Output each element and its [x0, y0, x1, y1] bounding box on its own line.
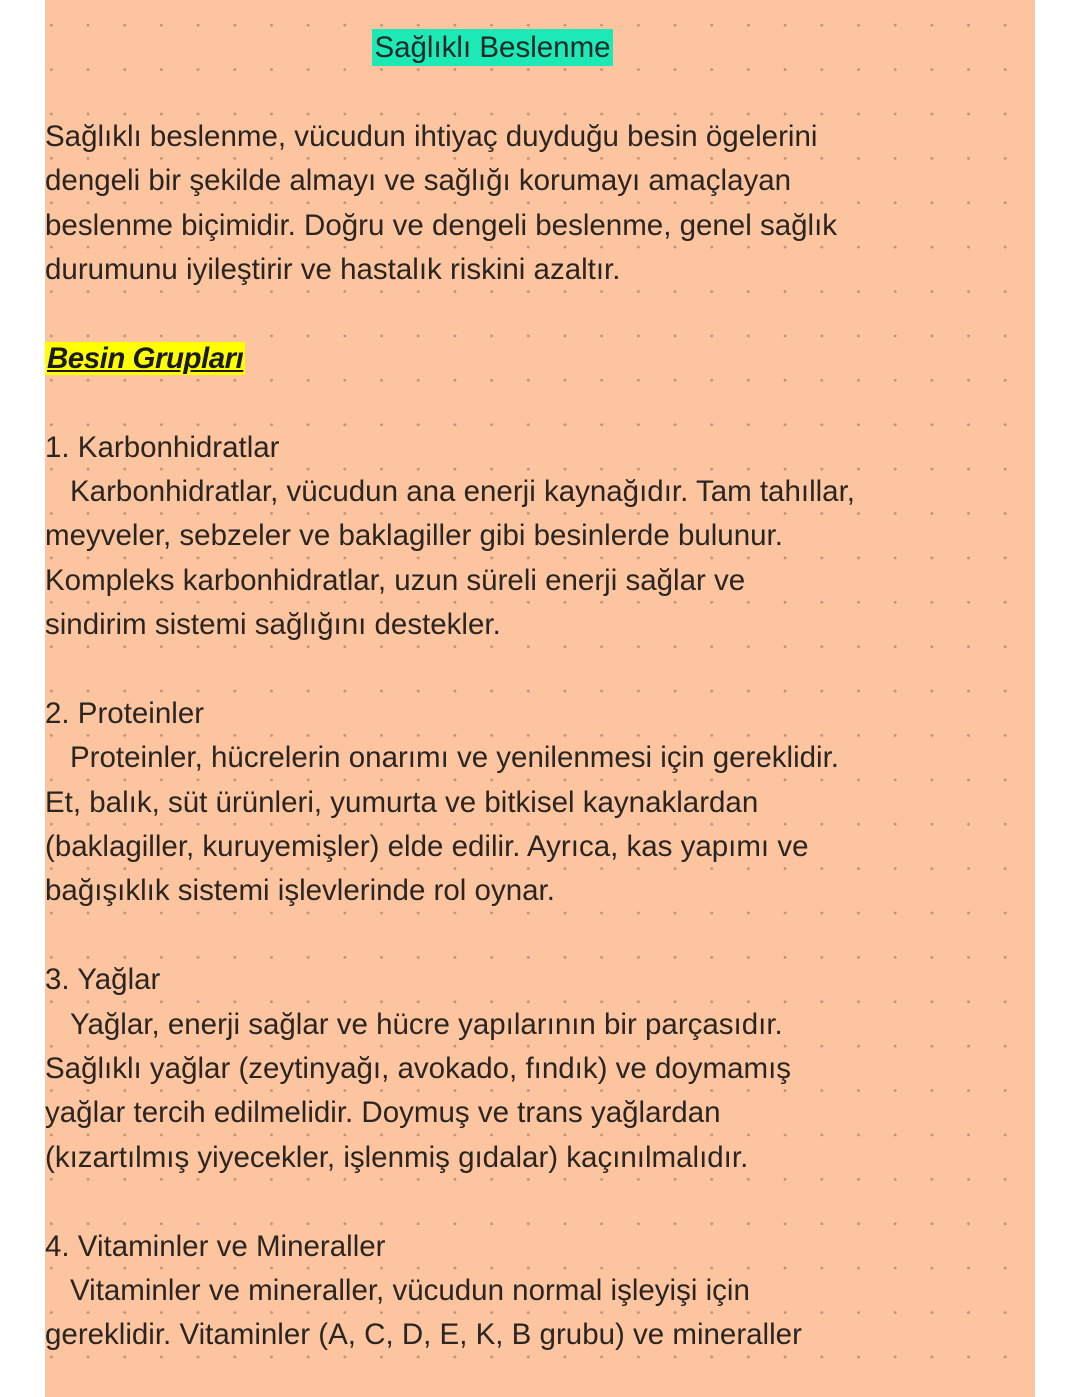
section-heading: Besin Grupları — [47, 341, 244, 375]
page-title: Sağlıklı Beslenme — [374, 31, 611, 64]
group-line: yağlar tercih edilmelidir. Doymuş ve trans yağlardan — [45, 1096, 721, 1130]
intro-line: Sağlıklı beslenme, vücudun ihtiyaç duyduğu besin ögelerini — [45, 119, 818, 153]
group-line: Sağlıklı yağlar (zeytinyağı, avokado, fındık) ve doymamış — [45, 1051, 792, 1085]
group-line: Karbonhidratlar, vücudun ana enerji kaynağıdır. Tam tahıllar, — [70, 474, 855, 508]
group-line: Yağlar, enerji sağlar ve hücre yapılarının bir parçasıdır. — [70, 1007, 783, 1041]
group-title: 3. Yağlar — [45, 963, 161, 997]
group-line: (kızartılmış yiyecekler, işlenmiş gıdalar) kaçınılmalıdır. — [45, 1140, 749, 1174]
group-title: 4. Vitaminler ve Mineraller — [45, 1229, 386, 1263]
group-line: Kompleks karbonhidratlar, uzun süreli enerji sağlar ve — [45, 563, 746, 597]
group-line: Et, balık, süt ürünleri, yumurta ve bitkisel kaynaklardan — [45, 785, 759, 819]
intro-line: dengeli bir şekilde almayı ve sağlığı korumayı amaçlayan — [45, 164, 792, 198]
blank-line — [45, 292, 1005, 336]
blank-line — [45, 1180, 1005, 1224]
group-title: 1. Karbonhidratlar — [45, 430, 280, 464]
group-line: gereklidir. Vitaminler (A, C, D, E, K, B grubu) ve mineraller — [45, 1318, 802, 1352]
section-heading-line — [45, 337, 1005, 381]
intro-line: durumunu iyileştirir ve hastalık riskini azaltır. — [45, 252, 621, 286]
group-line: meyveler, sebzeler ve baklagiller gibi besinlerde bulunur. — [45, 519, 783, 553]
group-line: Vitaminler ve mineraller, vücudun normal işleyişi için — [70, 1273, 750, 1307]
blank-line — [45, 381, 1005, 425]
note-content — [45, 26, 1005, 1358]
group-line: sindirim sistemi sağlığını destekler. — [45, 608, 501, 642]
blank-line — [45, 914, 1005, 958]
blank-line — [45, 70, 1005, 114]
group-title: 2. Proteinler — [45, 696, 205, 730]
blank-line — [45, 647, 1005, 691]
group-line: (baklagiller, kuruyemişler) elde edilir. Ayrıca, kas yapımı ve — [45, 830, 809, 864]
intro-line: beslenme biçimidir. Doğru ve dengeli beslenme, genel sağlık — [45, 208, 838, 242]
group-line: bağışıklık sistemi işlevlerinde rol oynar. — [45, 874, 555, 908]
group-line: Proteinler, hücrelerin onarımı ve yenilenmesi için gereklidir. — [70, 741, 839, 775]
title-line — [45, 26, 940, 70]
